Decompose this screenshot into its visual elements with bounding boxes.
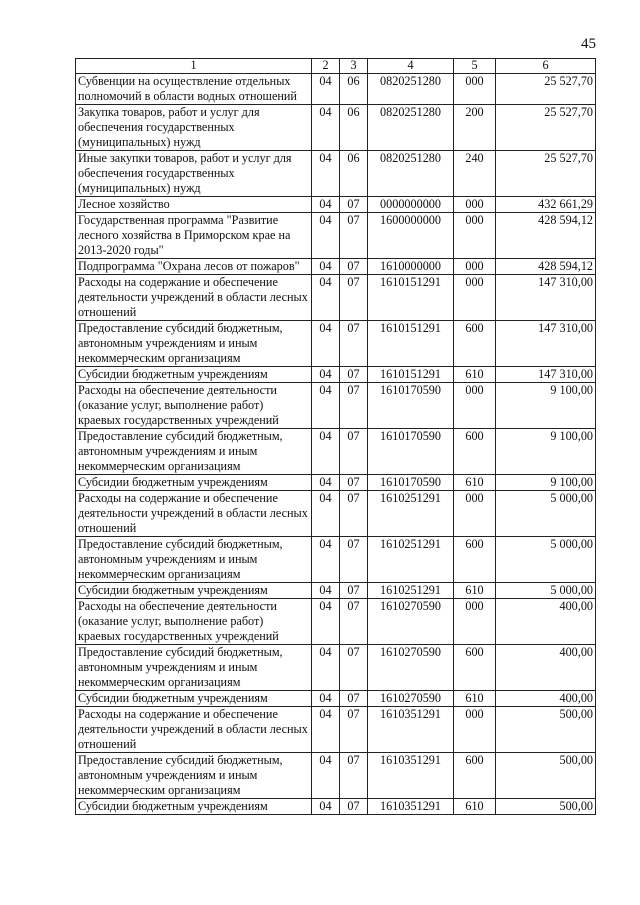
table-row (76, 197, 596, 213)
table-row (76, 537, 596, 583)
target-article-cell: 1610270590 (368, 599, 454, 645)
table-header (76, 59, 596, 74)
expense-type-cell: 240 (454, 151, 496, 197)
table-body (76, 74, 596, 815)
section-code-cell: 04 (312, 105, 340, 151)
row-name-cell: Субсидии бюджетным учреждениям (76, 691, 312, 707)
expense-type-cell: 000 (454, 197, 496, 213)
section-code-cell: 04 (312, 74, 340, 105)
section-code-cell: 04 (312, 475, 340, 491)
amount-cell: 9 100,00 (496, 429, 596, 475)
expense-type-cell: 000 (454, 491, 496, 537)
target-article-cell: 1610170590 (368, 475, 454, 491)
target-article-cell: 1610270590 (368, 645, 454, 691)
subsection-code-cell: 07 (340, 429, 368, 475)
expense-type-cell: 000 (454, 275, 496, 321)
table-row (76, 213, 596, 259)
target-article-cell: 1610170590 (368, 383, 454, 429)
row-name-cell: Предоставление субсидий бюджетным, автономным учреждениям и иным некоммерческим организациям (76, 753, 312, 799)
table-row (76, 105, 596, 151)
budget-table (75, 58, 596, 815)
subsection-code-cell: 07 (340, 537, 368, 583)
table-row (76, 491, 596, 537)
table-row (76, 151, 596, 197)
amount-cell: 147 310,00 (496, 321, 596, 367)
subsection-code-cell: 07 (340, 799, 368, 815)
section-code-cell: 04 (312, 275, 340, 321)
expense-type-cell: 610 (454, 799, 496, 815)
section-code-cell: 04 (312, 707, 340, 753)
section-code-cell: 04 (312, 583, 340, 599)
table-row (76, 383, 596, 429)
expense-type-cell: 600 (454, 321, 496, 367)
subsection-code-cell: 07 (340, 599, 368, 645)
row-name-cell: Субсидии бюджетным учреждениям (76, 367, 312, 383)
expense-type-cell: 000 (454, 213, 496, 259)
subsection-code-cell: 06 (340, 74, 368, 105)
section-code-cell: 04 (312, 537, 340, 583)
subsection-code-cell: 07 (340, 275, 368, 321)
target-article-cell: 1610351291 (368, 753, 454, 799)
target-article-cell: 1610000000 (368, 259, 454, 275)
row-name-cell: Субсидии бюджетным учреждениям (76, 799, 312, 815)
amount-cell: 25 527,70 (496, 74, 596, 105)
amount-cell: 428 594,12 (496, 213, 596, 259)
column-header-3: 3 (340, 59, 368, 74)
section-code-cell: 04 (312, 383, 340, 429)
expense-type-cell: 000 (454, 599, 496, 645)
amount-cell: 147 310,00 (496, 367, 596, 383)
target-article-cell: 1610170590 (368, 429, 454, 475)
section-code-cell: 04 (312, 491, 340, 537)
section-code-cell: 04 (312, 691, 340, 707)
amount-cell: 400,00 (496, 599, 596, 645)
target-article-cell: 1610151291 (368, 275, 454, 321)
expense-type-cell: 610 (454, 691, 496, 707)
target-article-cell: 1610270590 (368, 691, 454, 707)
row-name-cell: Расходы на обеспечение деятельности (оказание услуг, выполнение работ) краевых государственных учреждений (76, 599, 312, 645)
row-name-cell: Лесное хозяйство (76, 197, 312, 213)
expense-type-cell: 610 (454, 367, 496, 383)
table-row (76, 275, 596, 321)
expense-type-cell: 000 (454, 259, 496, 275)
table-row (76, 691, 596, 707)
amount-cell: 25 527,70 (496, 151, 596, 197)
target-article-cell: 0820251280 (368, 74, 454, 105)
table-row (76, 753, 596, 799)
row-name-cell: Расходы на содержание и обеспечение деятельности учреждений в области лесных отношений (76, 491, 312, 537)
target-article-cell: 1610351291 (368, 799, 454, 815)
header-row (76, 59, 596, 74)
subsection-code-cell: 07 (340, 645, 368, 691)
section-code-cell: 04 (312, 753, 340, 799)
row-name-cell: Предоставление субсидий бюджетным, автономным учреждениям и иным некоммерческим организациям (76, 321, 312, 367)
section-code-cell: 04 (312, 429, 340, 475)
amount-cell: 432 661,29 (496, 197, 596, 213)
subsection-code-cell: 07 (340, 383, 368, 429)
row-name-cell: Закупка товаров, работ и услуг для обеспечения государственных (муниципальных) нужд (76, 105, 312, 151)
target-article-cell: 1600000000 (368, 213, 454, 259)
subsection-code-cell: 07 (340, 691, 368, 707)
amount-cell: 25 527,70 (496, 105, 596, 151)
expense-type-cell: 600 (454, 537, 496, 583)
column-header-4: 4 (368, 59, 454, 74)
expense-type-cell: 000 (454, 707, 496, 753)
amount-cell: 5 000,00 (496, 583, 596, 599)
table-row (76, 74, 596, 105)
subsection-code-cell: 07 (340, 259, 368, 275)
expense-type-cell: 000 (454, 383, 496, 429)
subsection-code-cell: 07 (340, 753, 368, 799)
table-row (76, 321, 596, 367)
row-name-cell: Расходы на обеспечение деятельности (оказание услуг, выполнение работ) краевых государственных учреждений (76, 383, 312, 429)
expense-type-cell: 600 (454, 429, 496, 475)
row-name-cell: Подпрограмма "Охрана лесов от пожаров" (76, 259, 312, 275)
target-article-cell: 1610251291 (368, 537, 454, 583)
subsection-code-cell: 07 (340, 321, 368, 367)
amount-cell: 428 594,12 (496, 259, 596, 275)
amount-cell: 500,00 (496, 707, 596, 753)
column-header-2: 2 (312, 59, 340, 74)
column-header-6: 6 (496, 59, 596, 74)
amount-cell: 5 000,00 (496, 491, 596, 537)
subsection-code-cell: 06 (340, 151, 368, 197)
target-article-cell: 1610151291 (368, 321, 454, 367)
table-row (76, 707, 596, 753)
expense-type-cell: 200 (454, 105, 496, 151)
table-row (76, 599, 596, 645)
page-number: 45 (581, 36, 596, 52)
subsection-code-cell: 07 (340, 583, 368, 599)
column-header-1: 1 (76, 59, 312, 74)
row-name-cell: Предоставление субсидий бюджетным, автономным учреждениям и иным некоммерческим организациям (76, 429, 312, 475)
row-name-cell: Субсидии бюджетным учреждениям (76, 583, 312, 599)
section-code-cell: 04 (312, 321, 340, 367)
amount-cell: 9 100,00 (496, 475, 596, 491)
row-name-cell: Государственная программа "Развитие лесного хозяйства в Приморском крае на 2013-2020 годы" (76, 213, 312, 259)
subsection-code-cell: 06 (340, 105, 368, 151)
table-row (76, 367, 596, 383)
amount-cell: 9 100,00 (496, 383, 596, 429)
subsection-code-cell: 07 (340, 367, 368, 383)
amount-cell: 400,00 (496, 645, 596, 691)
section-code-cell: 04 (312, 367, 340, 383)
subsection-code-cell: 07 (340, 475, 368, 491)
table-row (76, 799, 596, 815)
row-name-cell: Субсидии бюджетным учреждениям (76, 475, 312, 491)
section-code-cell: 04 (312, 197, 340, 213)
target-article-cell: 0820251280 (368, 151, 454, 197)
target-article-cell: 1610151291 (368, 367, 454, 383)
expense-type-cell: 000 (454, 74, 496, 105)
amount-cell: 400,00 (496, 691, 596, 707)
target-article-cell: 1610251291 (368, 491, 454, 537)
expense-type-cell: 610 (454, 475, 496, 491)
row-name-cell: Предоставление субсидий бюджетным, автономным учреждениям и иным некоммерческим организациям (76, 537, 312, 583)
column-header-5: 5 (454, 59, 496, 74)
row-name-cell: Расходы на содержание и обеспечение деятельности учреждений в области лесных отношений (76, 707, 312, 753)
section-code-cell: 04 (312, 213, 340, 259)
section-code-cell: 04 (312, 259, 340, 275)
row-name-cell: Расходы на содержание и обеспечение деятельности учреждений в области лесных отношений (76, 275, 312, 321)
table-row (76, 429, 596, 475)
table-row (76, 583, 596, 599)
amount-cell: 500,00 (496, 753, 596, 799)
row-name-cell: Предоставление субсидий бюджетным, автономным учреждениям и иным некоммерческим организациям (76, 645, 312, 691)
subsection-code-cell: 07 (340, 707, 368, 753)
table-row (76, 475, 596, 491)
expense-type-cell: 600 (454, 645, 496, 691)
target-article-cell: 1610251291 (368, 583, 454, 599)
table-row (76, 259, 596, 275)
subsection-code-cell: 07 (340, 197, 368, 213)
section-code-cell: 04 (312, 599, 340, 645)
target-article-cell: 1610351291 (368, 707, 454, 753)
subsection-code-cell: 07 (340, 213, 368, 259)
section-code-cell: 04 (312, 645, 340, 691)
table-row (76, 645, 596, 691)
row-name-cell: Субвенции на осуществление отдельных полномочий в области водных отношений (76, 74, 312, 105)
section-code-cell: 04 (312, 151, 340, 197)
expense-type-cell: 600 (454, 753, 496, 799)
amount-cell: 500,00 (496, 799, 596, 815)
amount-cell: 5 000,00 (496, 537, 596, 583)
row-name-cell: Иные закупки товаров, работ и услуг для обеспечения государственных (муниципальных) нужд (76, 151, 312, 197)
target-article-cell: 0820251280 (368, 105, 454, 151)
section-code-cell: 04 (312, 799, 340, 815)
subsection-code-cell: 07 (340, 491, 368, 537)
target-article-cell: 0000000000 (368, 197, 454, 213)
expense-type-cell: 610 (454, 583, 496, 599)
amount-cell: 147 310,00 (496, 275, 596, 321)
